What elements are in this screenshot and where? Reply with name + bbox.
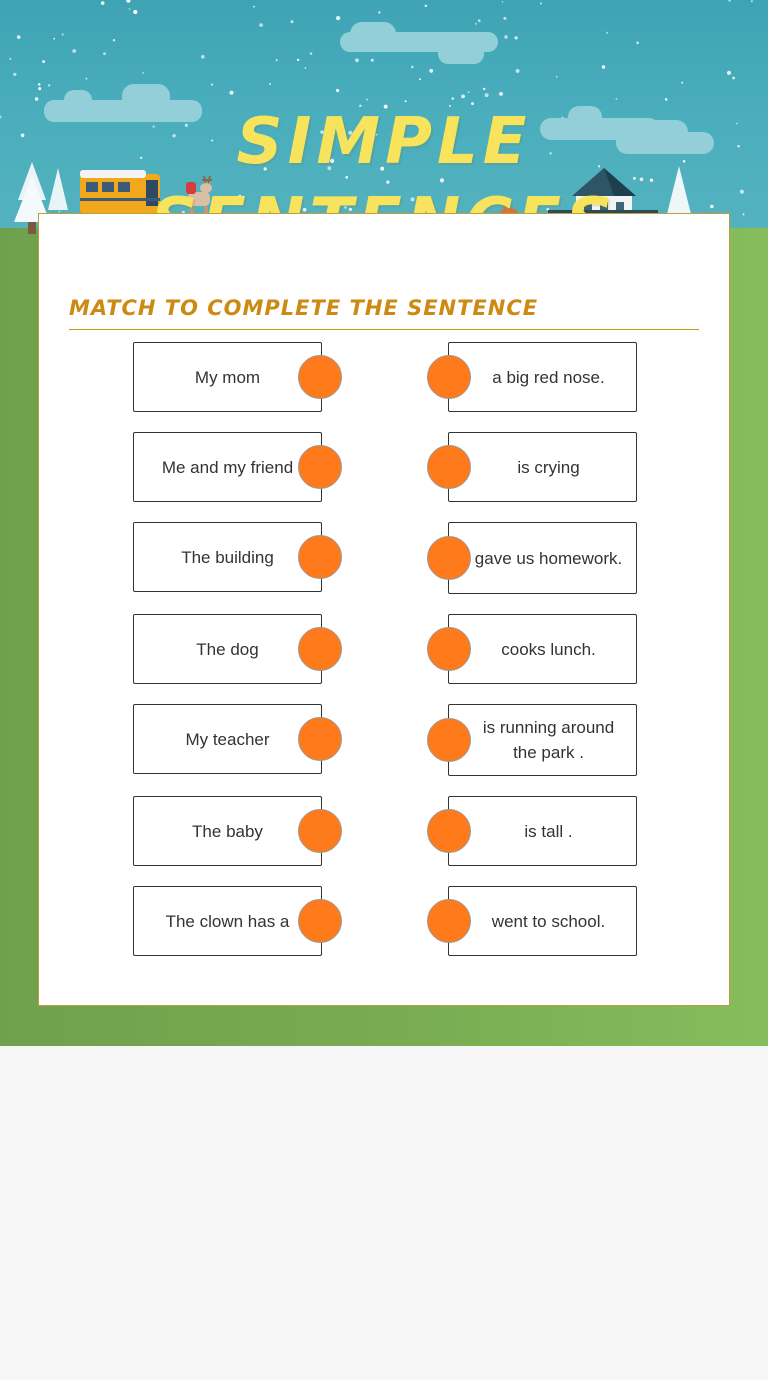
left-item-box: My teacher	[133, 704, 322, 774]
left-connector-dot[interactable]	[298, 535, 342, 579]
instruction-heading: MATCH TO COMPLETE THE SENTENCE	[69, 294, 699, 330]
right-item-box: went to school.	[448, 886, 637, 956]
left-connector-dot[interactable]	[298, 627, 342, 671]
right-connector-dot[interactable]	[427, 355, 471, 399]
left-connector-dot[interactable]	[298, 445, 342, 489]
left-item-box: The dog	[133, 614, 322, 684]
left-connector-dot[interactable]	[298, 809, 342, 853]
left-connector-dot[interactable]	[298, 899, 342, 943]
left-item-box: The building	[133, 522, 322, 592]
left-item-box: The clown has a	[133, 886, 322, 956]
page-title: SIMPLE	[236, 105, 532, 179]
right-connector-dot[interactable]	[427, 809, 471, 853]
right-item-box: is running around the park .	[448, 704, 637, 776]
worksheet-card	[38, 213, 730, 1006]
left-item-box: The baby	[133, 796, 322, 866]
right-item-box: is tall .	[448, 796, 637, 866]
left-item-box: Me and my friend	[133, 432, 322, 502]
right-connector-dot[interactable]	[427, 899, 471, 943]
right-connector-dot[interactable]	[427, 627, 471, 671]
left-connector-dot[interactable]	[298, 717, 342, 761]
right-connector-dot[interactable]	[427, 536, 471, 580]
right-connector-dot[interactable]	[427, 445, 471, 489]
right-connector-dot[interactable]	[427, 718, 471, 762]
right-item-box: is crying	[448, 432, 637, 502]
left-connector-dot[interactable]	[298, 355, 342, 399]
left-item-box: My mom	[133, 342, 322, 412]
right-item-box: gave us homework.	[448, 522, 637, 594]
right-item-box: a big red nose.	[448, 342, 637, 412]
cloud-icon	[340, 20, 500, 66]
right-item-box: cooks lunch.	[448, 614, 637, 684]
